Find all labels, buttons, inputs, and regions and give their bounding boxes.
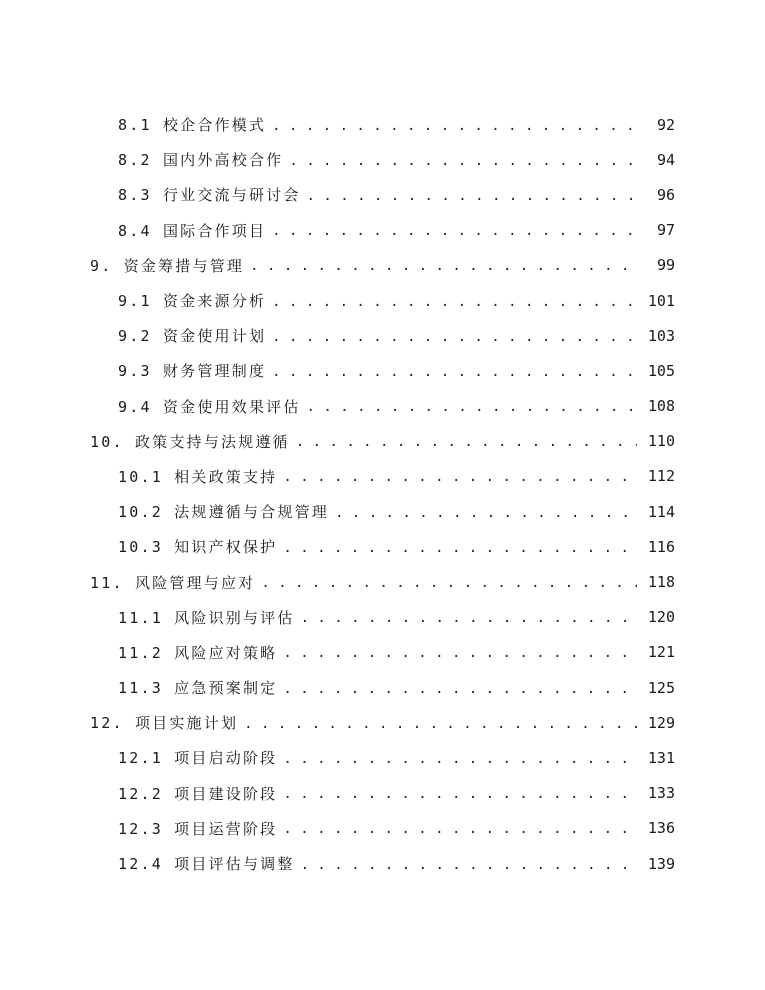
toc-entry-number: 10.3 — [118, 538, 163, 557]
toc-entry-11-1[interactable] — [0, 600, 765, 635]
dot-leader — [244, 714, 637, 732]
toc-page-number: 96 — [656, 185, 675, 204]
toc-entry-title: 资金使用效果评估 — [162, 397, 301, 416]
toc-entry-number: 8.2 — [118, 151, 152, 170]
toc-page-number: 112 — [647, 467, 675, 486]
toc-entry-number: 9.1 — [118, 292, 152, 311]
toc-page-number: 118 — [647, 573, 675, 592]
toc-entry-number: 11. — [90, 573, 124, 592]
toc-page-number: 97 — [656, 221, 675, 240]
toc-page-number: 92 — [656, 115, 675, 134]
dot-leader — [335, 503, 637, 521]
toc-entry-title: 资金使用计划 — [162, 327, 267, 346]
toc-entry-title: 国际合作项目 — [162, 221, 267, 240]
toc-page-number: 139 — [647, 854, 675, 873]
toc-entry-10-3[interactable] — [0, 529, 765, 564]
toc-entry-11-2[interactable] — [0, 635, 765, 670]
toc-entry-title: 知识产权保护 — [174, 538, 278, 557]
dot-leader — [272, 292, 637, 310]
toc-entry-title: 风险应对策略 — [174, 643, 278, 662]
toc-entry-title: 风险识别与评估 — [174, 608, 295, 627]
toc-page-number: 99 — [656, 256, 675, 275]
toc-entry-title: 风险管理与应对 — [134, 573, 256, 592]
toc-entry-9-4[interactable] — [0, 389, 765, 424]
dot-leader — [283, 679, 637, 697]
toc-entry-title: 资金筹措与管理 — [123, 256, 245, 275]
toc-page-number: 108 — [647, 397, 675, 416]
dot-leader — [272, 327, 637, 345]
toc-entry-number: 9.2 — [118, 327, 152, 346]
toc-entry-title: 项目建设阶段 — [174, 784, 278, 803]
toc-entry-title: 项目评估与调整 — [174, 855, 295, 874]
toc-entry-9-3[interactable] — [0, 353, 765, 388]
toc-page-number: 101 — [647, 291, 675, 310]
dot-leader — [283, 467, 637, 485]
toc-entry-title: 应急预案制定 — [174, 679, 278, 698]
dot-leader — [250, 256, 637, 274]
toc-entry-12-4[interactable] — [0, 846, 765, 881]
toc-entry-12[interactable] — [0, 705, 765, 740]
toc-entry-title: 法规遵循与合规管理 — [174, 503, 329, 522]
toc-entry-number: 12. — [90, 714, 124, 733]
toc-entry-title: 校企合作模式 — [162, 116, 267, 135]
toc-entry-number: 8.3 — [118, 186, 152, 205]
toc-page-number: 131 — [647, 748, 675, 767]
dot-leader — [261, 573, 637, 591]
toc-entry-number: 11.2 — [118, 643, 163, 662]
toc-entry-10-2[interactable] — [0, 494, 765, 529]
toc-entry-number: 10. — [90, 432, 124, 451]
toc-entry-title: 行业交流与研讨会 — [162, 186, 301, 205]
toc-entry-title: 财务管理制度 — [162, 362, 267, 381]
toc-entry-12-3[interactable] — [0, 811, 765, 846]
dot-leader — [283, 784, 637, 802]
dot-leader — [301, 855, 637, 873]
toc-page-number: 133 — [647, 784, 675, 803]
toc-entry-8-2[interactable] — [0, 142, 765, 177]
toc-entry-number: 9. — [90, 256, 113, 275]
toc-entry-8-3[interactable] — [0, 177, 765, 212]
toc-page-number: 125 — [647, 678, 675, 697]
dot-leader — [272, 116, 637, 134]
toc-entry-number: 10.2 — [118, 503, 163, 522]
toc-entry-number: 11.1 — [118, 608, 163, 627]
toc-entry-number: 10.1 — [118, 467, 163, 486]
toc-entry-11-3[interactable] — [0, 670, 765, 705]
dot-leader — [301, 608, 637, 626]
toc-entry-number: 12.1 — [118, 749, 163, 768]
toc-page-number: 103 — [647, 326, 675, 345]
dot-leader — [272, 362, 637, 380]
toc-page-number: 129 — [647, 713, 675, 732]
toc-entry-12-1[interactable] — [0, 740, 765, 775]
toc-page-number: 110 — [647, 432, 675, 451]
toc-page-number: 121 — [647, 643, 675, 662]
toc-entry-title: 相关政策支持 — [174, 467, 278, 486]
toc-entry-number: 9.4 — [118, 397, 152, 416]
toc-entry-number: 11.3 — [118, 679, 163, 698]
toc-entry-number: 9.3 — [118, 362, 152, 381]
dot-leader — [289, 151, 637, 169]
table-of-contents — [0, 107, 765, 881]
dot-leader — [283, 538, 637, 556]
toc-entry-number: 8.1 — [118, 116, 152, 135]
toc-page-number: 136 — [647, 819, 675, 838]
toc-entry-12-2[interactable] — [0, 776, 765, 811]
toc-entry-9-1[interactable] — [0, 283, 765, 318]
toc-entry-title: 政策支持与法规遵循 — [134, 432, 290, 451]
toc-entry-number: 12.3 — [118, 819, 163, 838]
toc-entry-9-2[interactable] — [0, 318, 765, 353]
toc-page-number: 114 — [647, 502, 675, 521]
toc-entry-number: 8.4 — [118, 221, 152, 240]
toc-entry-title: 项目运营阶段 — [174, 819, 278, 838]
toc-entry-11[interactable] — [0, 564, 765, 599]
dot-leader — [296, 432, 637, 450]
toc-entry-title: 资金来源分析 — [162, 292, 267, 311]
toc-entry-number: 12.2 — [118, 784, 163, 803]
dot-leader — [283, 749, 637, 767]
toc-entry-title: 项目启动阶段 — [174, 749, 278, 768]
toc-entry-8-1[interactable] — [0, 107, 765, 142]
dot-leader — [272, 221, 637, 239]
dot-leader — [283, 643, 637, 661]
dot-leader — [307, 186, 637, 204]
dot-leader — [307, 397, 637, 415]
toc-page-number: 94 — [656, 150, 675, 169]
toc-entry-number: 12.4 — [118, 855, 163, 874]
toc-page-number: 105 — [647, 361, 675, 380]
toc-page-number: 120 — [647, 608, 675, 627]
toc-entry-10[interactable] — [0, 424, 765, 459]
toc-entry-title: 项目实施计划 — [134, 714, 239, 733]
toc-page-number: 116 — [647, 537, 675, 556]
dot-leader — [283, 819, 637, 837]
toc-entry-10-1[interactable] — [0, 459, 765, 494]
toc-entry-9[interactable] — [0, 248, 765, 283]
toc-entry-8-4[interactable] — [0, 213, 765, 248]
toc-entry-title: 国内外高校合作 — [162, 151, 284, 170]
